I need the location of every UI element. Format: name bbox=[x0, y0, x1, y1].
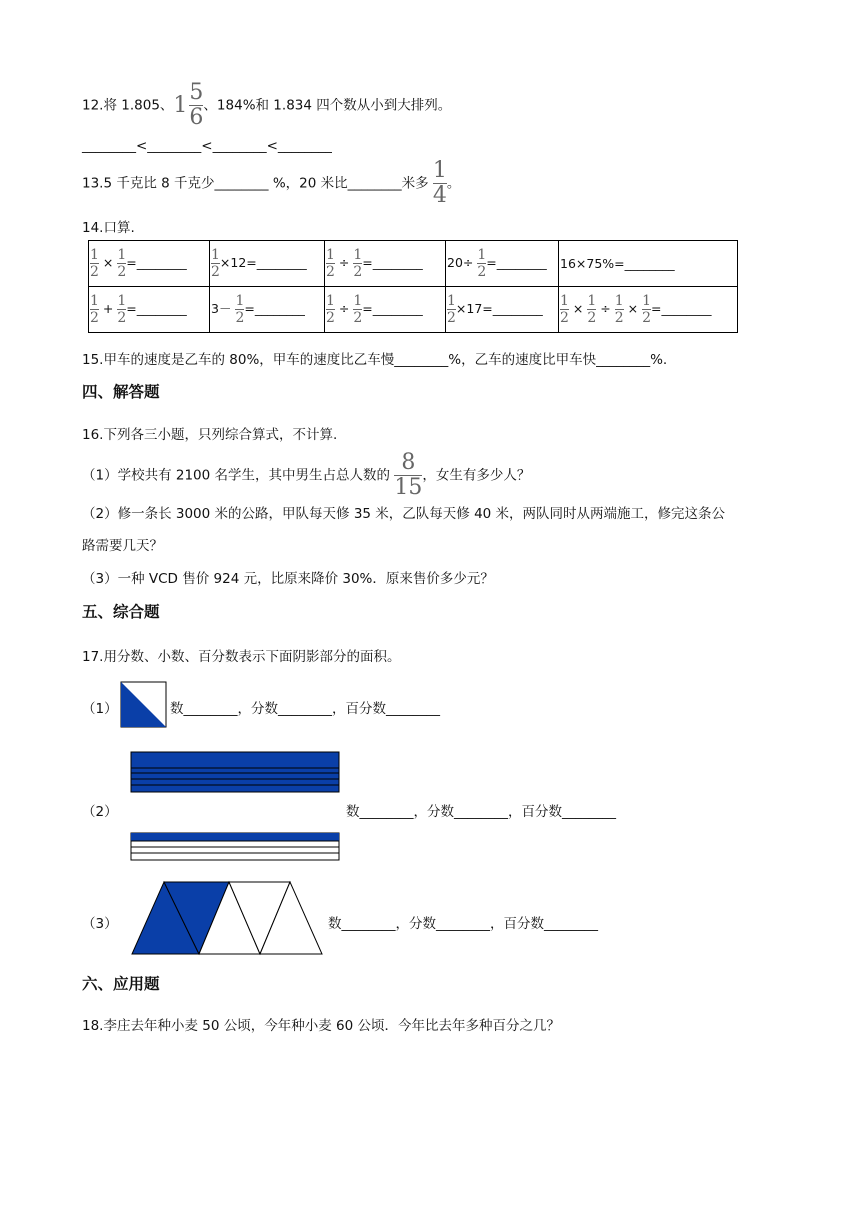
q17-label-2: （2） bbox=[82, 804, 118, 820]
q17-answer-2[interactable]: 数________，分数________，百分数________ bbox=[346, 804, 616, 820]
q14-calc-table bbox=[88, 240, 738, 333]
q13-text-a: 13.5 千克比 8 千克少________ %，20 米比________米多 bbox=[82, 175, 429, 192]
q17-label-1: （1） bbox=[82, 701, 118, 717]
q13-text-b: 。 bbox=[446, 175, 461, 192]
table-row bbox=[89, 287, 738, 333]
section-5-heading: 五、综合题 bbox=[82, 603, 160, 621]
calc-cell[interactable]: $\frac{1}{2}$ × $\frac{1}{2}$ =________ bbox=[89, 241, 210, 287]
q12-mixed-whole: 1 bbox=[173, 93, 188, 118]
q12-text-a: 12.将 1.805、 bbox=[82, 97, 174, 114]
calc-cell[interactable]: 20÷ $\frac{1}{2}$ =________ bbox=[446, 241, 559, 287]
q17-title: 17.用分数、小数、百分数表示下面阴影部分的面积。 bbox=[82, 649, 401, 665]
calc-cell[interactable]: $\frac{1}{2}$ + $\frac{1}{2}$ =________ bbox=[89, 287, 210, 333]
q13-fraction: $\frac{1}{4}$ bbox=[432, 158, 447, 208]
calc-cell[interactable]: $\frac{1}{2}$ ×17=________ bbox=[446, 287, 559, 333]
calc-cell[interactable]: 16×75%=________ bbox=[559, 241, 738, 287]
q18-line: 18.李庄去年种小麦 50 公顷，今年种小麦 60 公顷．今年比去年多种百分之几？ bbox=[82, 1018, 560, 1034]
q17-label-3: （3） bbox=[82, 916, 118, 932]
q12-fraction: $\frac{5}{6}$ bbox=[189, 80, 204, 130]
striped-rectangles-figure bbox=[130, 751, 342, 863]
calc-cell[interactable]: $\frac{1}{2}$ × $\frac{1}{2}$ ÷ $\frac{1}{2}$ × $\frac{1}{2}$ =________ bbox=[559, 287, 738, 333]
q16-part1: （1）学校共有 2100 名学生，其中男生占总人数的 $\frac{8}{15}$ ，女生有多少人？ bbox=[82, 450, 531, 500]
table-row bbox=[89, 241, 738, 287]
q12-line bbox=[82, 82, 451, 129]
calc-cell[interactable]: $\frac{1}{2}$ ÷ $\frac{1}{2}$ =________ bbox=[325, 241, 446, 287]
q16-fraction: $\frac{8}{15}$ bbox=[394, 450, 423, 500]
q13-line bbox=[82, 160, 460, 207]
section-6-heading: 六、应用题 bbox=[82, 975, 160, 993]
triangles-figure bbox=[130, 880, 326, 956]
calc-cell[interactable]: $\frac{1}{2}$ ÷ $\frac{1}{2}$ =________ bbox=[325, 287, 446, 333]
q16-part2-line2: 路需要几天？ bbox=[82, 538, 163, 554]
q16-title: 16.下列各三小题，只列综合算式，不计算. bbox=[82, 427, 338, 443]
q17-answer-3[interactable]: 数________，分数________，百分数________ bbox=[328, 916, 598, 932]
q17-answer-1[interactable]: 数________，分数________，百分数________ bbox=[170, 701, 440, 717]
q12-answer-blanks[interactable]: ________<________<________<________ bbox=[82, 138, 332, 154]
q16-part2-line1: （2）修一条长 3000 米的公路，甲队每天修 35 米，乙队每天修 40 米，两队同时从两端施工，修完这条公 bbox=[82, 506, 726, 522]
half-shaded-square-figure bbox=[120, 681, 168, 729]
q12-text-b: 、184%和 1.834 四个数从小到大排列。 bbox=[203, 97, 452, 114]
calc-cell[interactable]: $\frac{1}{2}$ ×12=________ bbox=[210, 241, 325, 287]
section-4-heading: 四、解答题 bbox=[82, 383, 160, 401]
q16-part3: （3）一种 VCD 售价 924 元，比原来降价 30%．原来售价多少元？ bbox=[82, 571, 494, 587]
calc-cell[interactable]: 3－ $\frac{1}{2}$ =________ bbox=[210, 287, 325, 333]
q14-title: 14.口算. bbox=[82, 220, 135, 236]
q15-line: 15.甲车的速度是乙车的 80%，甲车的速度比乙车慢________%，乙车的速度比甲车快________%. bbox=[82, 352, 668, 368]
